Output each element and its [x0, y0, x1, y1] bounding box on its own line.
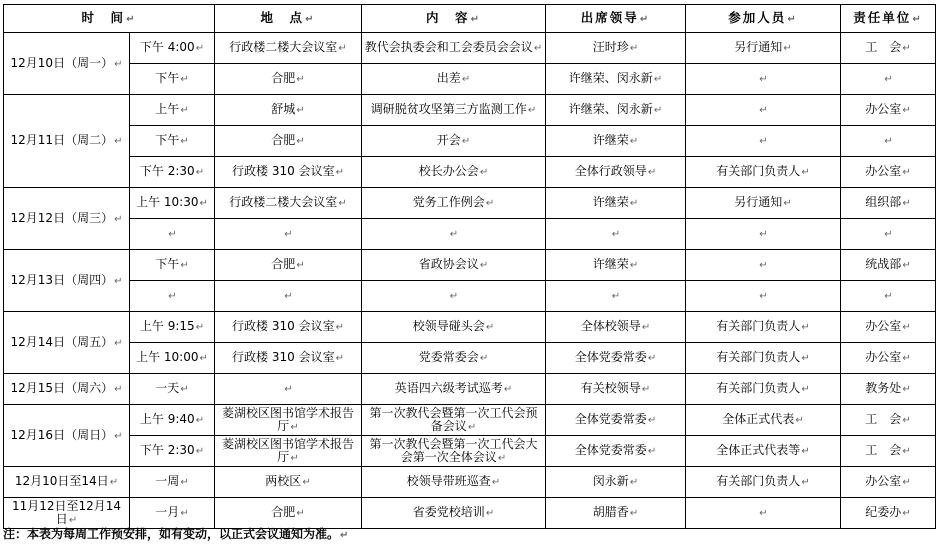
- time-cell: 下午↵: [130, 64, 215, 95]
- footnote: 注：本表为每周工作预安排，如有变动，以正式会议通知为准。↵: [3, 527, 349, 541]
- place-cell: 菱湖校区图书馆学术报告厅↵: [215, 436, 362, 467]
- participants-cell: ↵: [686, 126, 841, 157]
- table-row: [4, 312, 936, 343]
- content-cell: 教代会执委会和工会委员会会议↵: [362, 33, 546, 64]
- header-participants: 参加人员↵: [686, 5, 841, 33]
- participants-cell: 有关部门负责人↵: [686, 343, 841, 374]
- place-cell: 行政楼 310 会议室↵: [215, 312, 362, 343]
- content-cell: 调研脱贫攻坚第三方监测工作↵: [362, 95, 546, 126]
- leader-cell: 全体行政领导↵: [546, 157, 686, 188]
- date-cell: 11月12日至12月14日↵: [4, 498, 130, 529]
- time-cell: 一周↵: [130, 467, 215, 498]
- table-row: [4, 95, 936, 126]
- unit-cell: 工 会↵: [841, 436, 936, 467]
- unit-cell: ↵: [841, 126, 936, 157]
- time-cell: ↵: [130, 219, 215, 250]
- time-cell: 下午 4:00↵: [130, 33, 215, 64]
- unit-cell: 办公室↵: [841, 95, 936, 126]
- table-row: [4, 343, 936, 374]
- content-cell: 党委常委会↵: [362, 343, 546, 374]
- table-row: [4, 157, 936, 188]
- place-cell: 两校区↵: [215, 467, 362, 498]
- table-row: [4, 33, 936, 64]
- place-cell: 行政楼 310 会议室↵: [215, 343, 362, 374]
- unit-cell: 纪委办↵: [841, 498, 936, 529]
- date-cell: 12月10日（周一）↵: [4, 33, 130, 95]
- leader-cell: 闵永新↵: [546, 467, 686, 498]
- unit-cell: ↵: [841, 219, 936, 250]
- participants-cell: 有关部门负责人↵: [686, 157, 841, 188]
- table-row: [4, 405, 936, 436]
- time-cell: 一天↵: [130, 374, 215, 405]
- table-row: [4, 64, 936, 95]
- participants-cell: 全体正式代表↵: [686, 405, 841, 436]
- participants-cell: ↵: [686, 498, 841, 529]
- place-cell: 舒城↵: [215, 95, 362, 126]
- unit-cell: 办公室↵: [841, 312, 936, 343]
- unit-cell: 工 会↵: [841, 33, 936, 64]
- place-cell: 菱湖校区图书馆学术报告厅↵: [215, 405, 362, 436]
- place-cell: 合肥↵: [215, 64, 362, 95]
- time-cell: 一月↵: [130, 498, 215, 529]
- leader-cell: 许继荣↵: [546, 188, 686, 219]
- header-unit: 责任单位↵: [841, 5, 936, 33]
- header-row: [4, 5, 936, 33]
- place-cell: ↵: [215, 374, 362, 405]
- header-time: 时 间↵: [4, 5, 215, 33]
- time-cell: 上午↵: [130, 95, 215, 126]
- content-cell: 英语四六级考试巡考↵: [362, 374, 546, 405]
- unit-cell: 教务处↵: [841, 374, 936, 405]
- participants-cell: ↵: [686, 64, 841, 95]
- unit-cell: ↵: [841, 64, 936, 95]
- date-cell: 12月16日（周日）↵: [4, 405, 130, 467]
- table-row: [4, 436, 936, 467]
- time-cell: 上午 10:00↵: [130, 343, 215, 374]
- table-row: [4, 281, 936, 312]
- leader-cell: ↵: [546, 281, 686, 312]
- date-cell: 12月12日（周三）↵: [4, 188, 130, 250]
- content-cell: ↵: [362, 219, 546, 250]
- leader-cell: ↵: [546, 219, 686, 250]
- table-row: [4, 219, 936, 250]
- content-cell: 校领导碰头会↵: [362, 312, 546, 343]
- time-cell: ↵: [130, 281, 215, 312]
- date-cell: 12月13日（周四）↵: [4, 250, 130, 312]
- unit-cell: 组织部↵: [841, 188, 936, 219]
- participants-cell: ↵: [686, 281, 841, 312]
- unit-cell: 办公室↵: [841, 157, 936, 188]
- place-cell: 合肥↵: [215, 250, 362, 281]
- leader-cell: 许继荣、闵永新↵: [546, 95, 686, 126]
- date-cell: 12月15日（周六）↵: [4, 374, 130, 405]
- unit-cell: 办公室↵: [841, 343, 936, 374]
- schedule-body: [4, 33, 936, 529]
- time-cell: 下午↵: [130, 250, 215, 281]
- content-cell: ↵: [362, 281, 546, 312]
- header-content: 内 容↵: [362, 5, 546, 33]
- content-cell: 出差↵: [362, 64, 546, 95]
- content-cell: 省委党校培训↵: [362, 498, 546, 529]
- participants-cell: 有关部门负责人↵: [686, 374, 841, 405]
- leader-cell: 胡腊香↵: [546, 498, 686, 529]
- table-row: [4, 188, 936, 219]
- participants-cell: ↵: [686, 95, 841, 126]
- content-cell: 第一次教代会暨第一次工代会预备会议↵: [362, 405, 546, 436]
- content-cell: 省政协会议↵: [362, 250, 546, 281]
- time-cell: 下午↵: [130, 126, 215, 157]
- table-row: [4, 126, 936, 157]
- participants-cell: ↵: [686, 250, 841, 281]
- participants-cell: 有关部门负责人↵: [686, 467, 841, 498]
- unit-cell: 办公室↵: [841, 467, 936, 498]
- content-cell: 校长办公会↵: [362, 157, 546, 188]
- table-row: [4, 467, 936, 498]
- place-cell: 行政楼 310 会议室↵: [215, 157, 362, 188]
- leader-cell: 汪时珍↵: [546, 33, 686, 64]
- place-cell: 合肥↵: [215, 498, 362, 529]
- unit-cell: ↵: [841, 281, 936, 312]
- place-cell: 合肥↵: [215, 126, 362, 157]
- leader-cell: 有关校领导↵: [546, 374, 686, 405]
- place-cell: ↵: [215, 219, 362, 250]
- time-cell: 上午 10:30↵: [130, 188, 215, 219]
- leader-cell: 全体党委常委↵: [546, 436, 686, 467]
- participants-cell: 另行通知↵: [686, 33, 841, 64]
- participants-cell: ↵: [686, 219, 841, 250]
- time-cell: 下午 2:30↵: [130, 436, 215, 467]
- date-cell: 12月14日（周五）↵: [4, 312, 130, 374]
- leader-cell: 全体校领导↵: [546, 312, 686, 343]
- unit-cell: 工 会↵: [841, 405, 936, 436]
- place-cell: ↵: [215, 281, 362, 312]
- table-row: [4, 374, 936, 405]
- date-cell: 12月10日至14日↵: [4, 467, 130, 498]
- content-cell: 校领导带班巡查↵: [362, 467, 546, 498]
- leader-cell: 许继荣、闵永新↵: [546, 64, 686, 95]
- header-leader: 出席领导↵: [546, 5, 686, 33]
- leader-cell: 全体党委常委↵: [546, 405, 686, 436]
- table-row: [4, 498, 936, 529]
- date-cell: 12月11日（周二）↵: [4, 95, 130, 188]
- participants-cell: 全体正式代表等↵: [686, 436, 841, 467]
- content-cell: 开会↵: [362, 126, 546, 157]
- participants-cell: 有关部门负责人↵: [686, 312, 841, 343]
- unit-cell: 统战部↵: [841, 250, 936, 281]
- table-row: [4, 250, 936, 281]
- schedule-table: [3, 4, 936, 529]
- place-cell: 行政楼二楼大会议室↵: [215, 33, 362, 64]
- header-place: 地 点↵: [215, 5, 362, 33]
- leader-cell: 全体党委常委↵: [546, 343, 686, 374]
- content-cell: 第一次教代会暨第一次工代会大会第一次全体会议↵: [362, 436, 546, 467]
- place-cell: 行政楼二楼大会议室↵: [215, 188, 362, 219]
- time-cell: 上午 9:15↵: [130, 312, 215, 343]
- time-cell: 上午 9:40↵: [130, 405, 215, 436]
- time-cell: 下午 2:30↵: [130, 157, 215, 188]
- leader-cell: 许继荣↵: [546, 250, 686, 281]
- leader-cell: 许继荣↵: [546, 126, 686, 157]
- content-cell: 党务工作例会↵: [362, 188, 546, 219]
- participants-cell: 另行通知↵: [686, 188, 841, 219]
